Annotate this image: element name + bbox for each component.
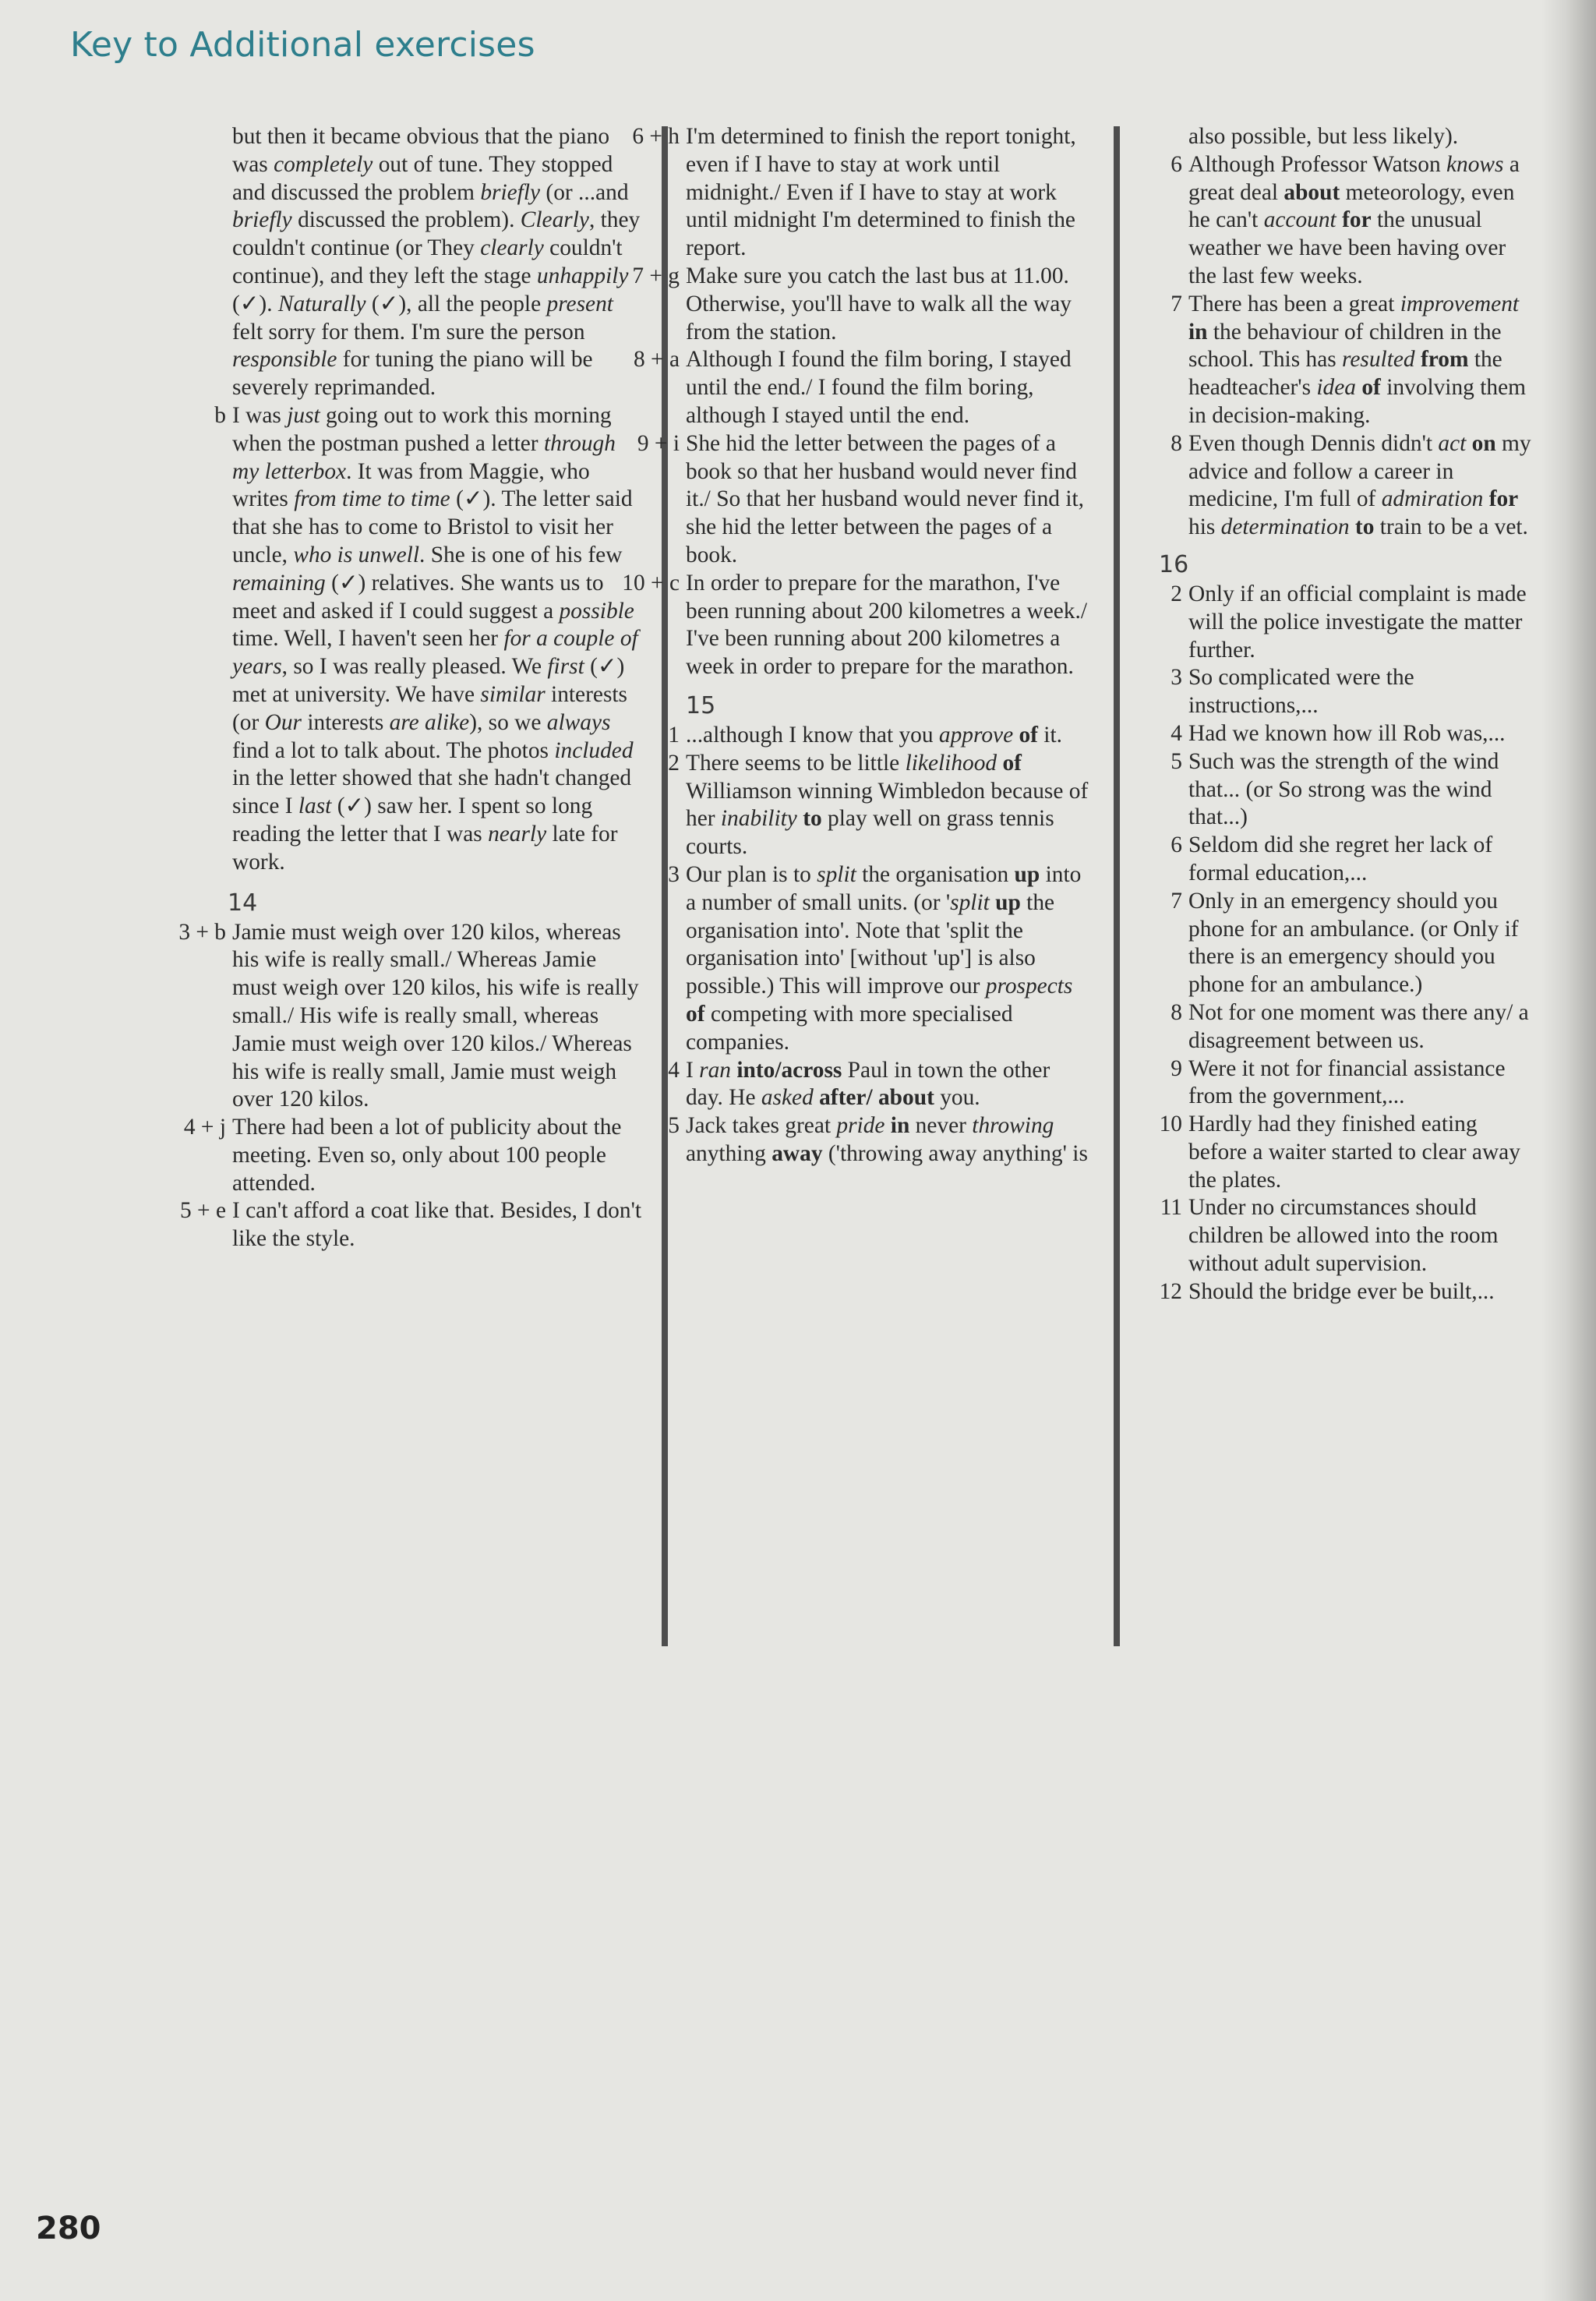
text-run: ('throwing away anything' is xyxy=(822,1140,1088,1166)
answer-item xyxy=(1146,720,1539,748)
answer-item xyxy=(1146,1055,1539,1112)
text-run: interests xyxy=(301,709,390,735)
italic-text: included xyxy=(554,737,634,763)
item-number: 7 xyxy=(1171,291,1182,316)
italic-text: pride xyxy=(836,1113,885,1139)
text-run: Seldom did she regret her lack of formal education,... xyxy=(1188,832,1493,885)
text-run: the organisation xyxy=(856,861,1015,887)
bold-text: into/across xyxy=(730,1057,842,1083)
answer-text xyxy=(232,123,645,402)
answer-list xyxy=(1146,581,1539,1306)
text-run: but then it became obvious that the piano was xyxy=(232,124,610,177)
italic-text: always xyxy=(546,709,611,735)
italic-text: approve xyxy=(938,722,1014,748)
text-run: (✓) saw her. I spent so long reading the letter that I was xyxy=(232,794,593,847)
italic-text: likelihood xyxy=(905,750,998,776)
text-run: anything xyxy=(686,1140,772,1166)
text-run: Our plan is to xyxy=(686,861,817,887)
answer-item xyxy=(1146,1194,1539,1278)
answer-item xyxy=(653,861,1091,1057)
item-number: 11 xyxy=(1160,1195,1182,1221)
text-run: I xyxy=(686,1057,700,1083)
text-run: So complicated were the instructions,... xyxy=(1188,665,1414,719)
text-run: out of tune. They stopped and discussed the problem xyxy=(232,151,613,205)
text-run: find a lot to talk about. The photos xyxy=(232,737,555,763)
answer-item xyxy=(210,402,645,877)
italic-text: nearly xyxy=(488,821,547,847)
text-run: . She is one of his few xyxy=(419,542,623,567)
answer-item xyxy=(1146,1111,1539,1194)
answer-item xyxy=(1146,291,1539,430)
italic-text: through my letterbox xyxy=(232,430,616,484)
text-run: She hid the letter between the pages of a book so that her husband would never find it./ So that her husband would never find it, she hid the letter between the pages of a book. xyxy=(686,430,1084,567)
italic-text: throwing xyxy=(972,1113,1054,1139)
answer-item xyxy=(653,1057,1091,1113)
text-run: the unusual weather we have been having over the last few weeks. xyxy=(1188,207,1506,288)
italic-text: act xyxy=(1438,430,1467,456)
italic-text: knows xyxy=(1446,151,1504,177)
answer-item xyxy=(1146,888,1539,999)
italic-text: just xyxy=(287,402,320,428)
text-run: Paul in town the other day. He xyxy=(686,1057,1050,1111)
italic-text: remaining xyxy=(232,570,326,596)
text-run: interests (or xyxy=(232,681,627,735)
text-run: There seems to be little xyxy=(686,750,906,776)
bold-text: of xyxy=(1356,375,1381,401)
bold-text: to xyxy=(796,806,822,832)
answer-item xyxy=(161,1114,645,1197)
item-number: 6 xyxy=(1171,151,1182,177)
italic-text: completely xyxy=(274,151,373,177)
text-run: Although I found the film boring, I stayed until the end./ I found the film boring, although I stayed until the end. xyxy=(686,347,1072,428)
text-run: , they couldn't continue (or They xyxy=(232,207,641,261)
text-run: time. Well, I haven't seen her xyxy=(232,626,504,652)
answer-item xyxy=(1146,999,1539,1055)
text-run: the behaviour of children in the school. This has xyxy=(1188,319,1502,373)
text-run: Were it not for financial assistance from the government,... xyxy=(1188,1055,1506,1109)
text-run: Jamie must weigh over 120 kilos, whereas his wife is really small./ Whereas Jamie must weigh over 120 kilos, his wife is really small./ His wife is really small, whereas Jamie must weigh over 120 kilos./ Whereas his wife is really small, Jamie must weigh over 120 kilos. xyxy=(232,919,639,1112)
item-number: 6 + h xyxy=(632,124,680,149)
answer-item xyxy=(161,1197,645,1253)
text-run: (✓). The letter said that she has to come to Bristol to visit her uncle, xyxy=(232,486,633,567)
section-heading: 14 xyxy=(228,889,258,917)
column-right xyxy=(1146,123,1539,1306)
item-number: 4 xyxy=(668,1057,680,1083)
italic-text: account xyxy=(1263,207,1336,233)
italic-text: responsible xyxy=(232,347,337,373)
italic-text: present xyxy=(546,291,613,316)
text-run: Hardly had they finished eating before a waiter started to clear away the plates. xyxy=(1188,1112,1520,1193)
text-run: Even though Dennis didn't xyxy=(1188,430,1439,456)
answer-item xyxy=(1146,664,1539,720)
text-run: also possible, but less likely). xyxy=(1188,124,1459,149)
item-number: 5 xyxy=(1171,748,1182,774)
text-run: Although Professor Watson xyxy=(1188,151,1446,177)
answer-item xyxy=(1146,430,1539,542)
italic-text: are alike xyxy=(389,709,470,735)
column-left xyxy=(178,123,645,1253)
item-number: 7 xyxy=(1171,888,1182,914)
text-run: Should the bridge ever be built,... xyxy=(1188,1278,1495,1304)
answer-list xyxy=(1146,151,1539,542)
italic-text: idea xyxy=(1316,375,1356,401)
text-run: I can't afford a coat like that. Besides, I don't like the style. xyxy=(232,1198,642,1252)
page-number: 280 xyxy=(36,2211,101,2246)
item-number: 10 xyxy=(1159,1112,1182,1137)
text-run: never xyxy=(909,1113,973,1139)
item-number: 5 + e xyxy=(179,1198,226,1224)
item-number: 2 xyxy=(668,750,680,776)
item-number: 9 xyxy=(1171,1055,1182,1081)
italic-text: asked xyxy=(761,1085,814,1111)
text-run: you. xyxy=(934,1085,980,1111)
bold-text: from xyxy=(1414,347,1469,373)
item-number: 7 + g xyxy=(632,263,680,288)
text-run: ...although I know that you xyxy=(686,722,939,748)
answer-item xyxy=(614,570,1091,681)
item-number: 9 + i xyxy=(637,430,680,456)
text-run: train to be a vet. xyxy=(1374,514,1528,540)
bold-text: of xyxy=(1013,722,1038,748)
text-run: involving them in decision-making. xyxy=(1188,375,1526,428)
item-number: 3 xyxy=(1171,665,1182,691)
italic-text: from time to time xyxy=(294,486,450,512)
text-run: for tuning the piano will be severely reprimanded. xyxy=(232,347,593,401)
answer-list xyxy=(653,722,1091,1168)
column-middle xyxy=(622,123,1091,1168)
italic-text: first xyxy=(547,654,584,680)
text-run: competing with more specialised companies. xyxy=(686,1001,1013,1055)
page-edge-shadow xyxy=(1541,0,1596,2301)
item-number: 6 xyxy=(1171,832,1182,858)
answer-item xyxy=(614,263,1091,346)
item-number: 12 xyxy=(1159,1278,1182,1304)
text-run: late for work. xyxy=(232,821,618,875)
item-number: 2 xyxy=(1171,581,1182,606)
italic-text: possible xyxy=(559,598,634,624)
italic-text: clearly xyxy=(480,235,544,261)
text-run: Make sure you catch the last bus at 11.00. Otherwise, you'll have to walk all the way from the station. xyxy=(686,263,1072,345)
text-run: Not for one moment was there any/ a disagreement between us. xyxy=(1188,999,1529,1053)
item-number: 8 xyxy=(1171,430,1182,456)
text-run: Williamson winning Wimbledon because of her xyxy=(686,778,1089,832)
item-number: 8 + a xyxy=(633,347,680,373)
column-divider xyxy=(1114,126,1120,1646)
italic-text: Our xyxy=(264,709,302,735)
answer-item xyxy=(1146,151,1539,291)
bold-text: after/ about xyxy=(813,1085,934,1111)
text-run: , so I was really pleased. We xyxy=(281,654,548,680)
text-run: (✓) relatives. She wants us to meet and asked if I could suggest a xyxy=(232,570,604,624)
bold-text: of xyxy=(686,1001,705,1027)
bold-text: away xyxy=(772,1140,823,1166)
answer-item xyxy=(1146,1278,1539,1306)
page-title: Key to Additional exercises xyxy=(70,25,535,65)
answer-item xyxy=(1146,832,1539,888)
text-run: the organisation into'. Note that 'split the organisation into' [without 'up'] is also possible.) This will improve our xyxy=(686,889,1055,999)
italic-text: Naturally xyxy=(277,291,366,316)
italic-text: last xyxy=(298,794,332,819)
text-run: meteorology, even he can't xyxy=(1188,179,1515,233)
bold-text: in xyxy=(885,1113,910,1139)
bold-text: up xyxy=(989,889,1021,915)
bold-text: up xyxy=(1014,861,1040,887)
text-run: in the letter showed that she hadn't changed since I xyxy=(232,765,632,819)
text-run: I'm determined to finish the report tonight, even if I have to stay at work until midnight./ Even if I have to stay at work until midnight I'm determined to finish the report. xyxy=(686,124,1076,261)
answer-item xyxy=(653,722,1091,750)
text-run: Such was the strength of the wind that... (or So strong was the wind that...) xyxy=(1188,748,1499,830)
text-run: his xyxy=(1188,514,1221,540)
italic-text: ran xyxy=(699,1057,731,1083)
answer-item xyxy=(653,1112,1091,1168)
bold-text: on xyxy=(1466,430,1496,456)
answer-item xyxy=(1146,581,1539,664)
text-run: into a number of small units. (or ' xyxy=(686,861,1082,915)
answer-item xyxy=(653,750,1091,861)
text-run: the headteacher's xyxy=(1188,347,1502,401)
item-number: 5 xyxy=(668,1113,680,1139)
text-run: (✓), all the people xyxy=(365,291,547,316)
answer-item xyxy=(1146,748,1539,832)
italic-text: determination xyxy=(1220,514,1350,540)
italic-text: split xyxy=(817,861,856,887)
text-run: I was xyxy=(232,402,288,428)
italic-text: briefly xyxy=(232,207,292,233)
text-run: play well on grass tennis courts. xyxy=(686,806,1054,860)
italic-text: unhappily xyxy=(536,263,629,288)
italic-text: inability xyxy=(720,806,797,832)
answer-list xyxy=(614,123,1091,681)
text-run: (✓) met at university. We have xyxy=(232,654,625,707)
text-run: There had been a lot of publicity about the meeting. Even so, only about 100 people attended. xyxy=(232,1115,622,1196)
text-run: Under no circumstances should children be allowed into the room without adult supervision. xyxy=(1188,1195,1499,1277)
italic-text: admiration xyxy=(1381,486,1484,512)
text-run: going out to work this morning when the postman pushed a letter xyxy=(232,402,612,456)
item-number: 8 xyxy=(1171,999,1182,1025)
text-run: Only if an official complaint is made will the police investigate the matter further. xyxy=(1188,581,1527,663)
section-heading: 16 xyxy=(1159,550,1189,578)
item-number: 10 + c xyxy=(622,570,680,596)
italic-text: Clearly xyxy=(520,207,589,233)
bold-text: for xyxy=(1336,207,1372,233)
text-run: Had we known how ill Rob was,... xyxy=(1188,720,1506,746)
text-run: felt sorry for them. I'm sure the person xyxy=(232,319,585,345)
italic-text: resulted xyxy=(1342,347,1415,373)
text-run: Only in an emergency should you phone for an ambulance. (or Only if there is an emergency should you phone for an ambulance.) xyxy=(1188,888,1519,998)
answer-item xyxy=(614,346,1091,429)
bold-text: of xyxy=(997,750,1022,776)
answer-item xyxy=(161,919,645,1115)
italic-text: improvement xyxy=(1400,291,1520,316)
italic-text: similar xyxy=(480,681,546,707)
text-run: (✓). xyxy=(232,291,278,316)
text-run: In order to prepare for the marathon, I've been running about 200 kilometres a week./ I've been running about 200 kilometres a week in order to prepare for the marathon. xyxy=(686,570,1088,680)
answer-list xyxy=(161,919,645,1254)
text-run: couldn't continue), and they left the stage xyxy=(232,235,623,288)
text-run: a great deal xyxy=(1188,151,1520,205)
text-run: ), so we xyxy=(469,709,547,735)
italic-text: who is unwell xyxy=(293,542,420,567)
italic-text: split xyxy=(950,889,990,915)
section-heading: 15 xyxy=(686,691,716,719)
answer-item xyxy=(614,123,1091,263)
text-run: it. xyxy=(1037,722,1062,748)
text-run: discussed the problem). xyxy=(291,207,521,233)
italic-text: prospects xyxy=(985,974,1073,999)
item-number: 4 + j xyxy=(183,1115,226,1140)
bold-text: to xyxy=(1349,514,1375,540)
bold-text: about xyxy=(1284,179,1340,205)
answer-item xyxy=(614,430,1091,570)
item-number: 1 xyxy=(668,722,680,748)
item-number: b xyxy=(214,402,226,428)
answer-text xyxy=(1146,123,1539,151)
text-run: Jack takes great xyxy=(686,1113,837,1139)
item-number: 4 xyxy=(1171,720,1182,746)
item-number: 3 xyxy=(668,861,680,887)
text-run: (or ...and xyxy=(540,179,629,205)
text-run: . It was from Maggie, who writes xyxy=(232,458,590,512)
italic-text: briefly xyxy=(480,179,541,205)
item-number: 3 + b xyxy=(178,919,226,945)
italic-text: for a couple of years xyxy=(232,626,638,680)
text-run: There has been a great xyxy=(1188,291,1400,316)
bold-text: in xyxy=(1188,319,1208,345)
text-run: my advice and follow a career in medicine, I'm full of xyxy=(1188,430,1531,512)
bold-text: for xyxy=(1483,486,1519,512)
